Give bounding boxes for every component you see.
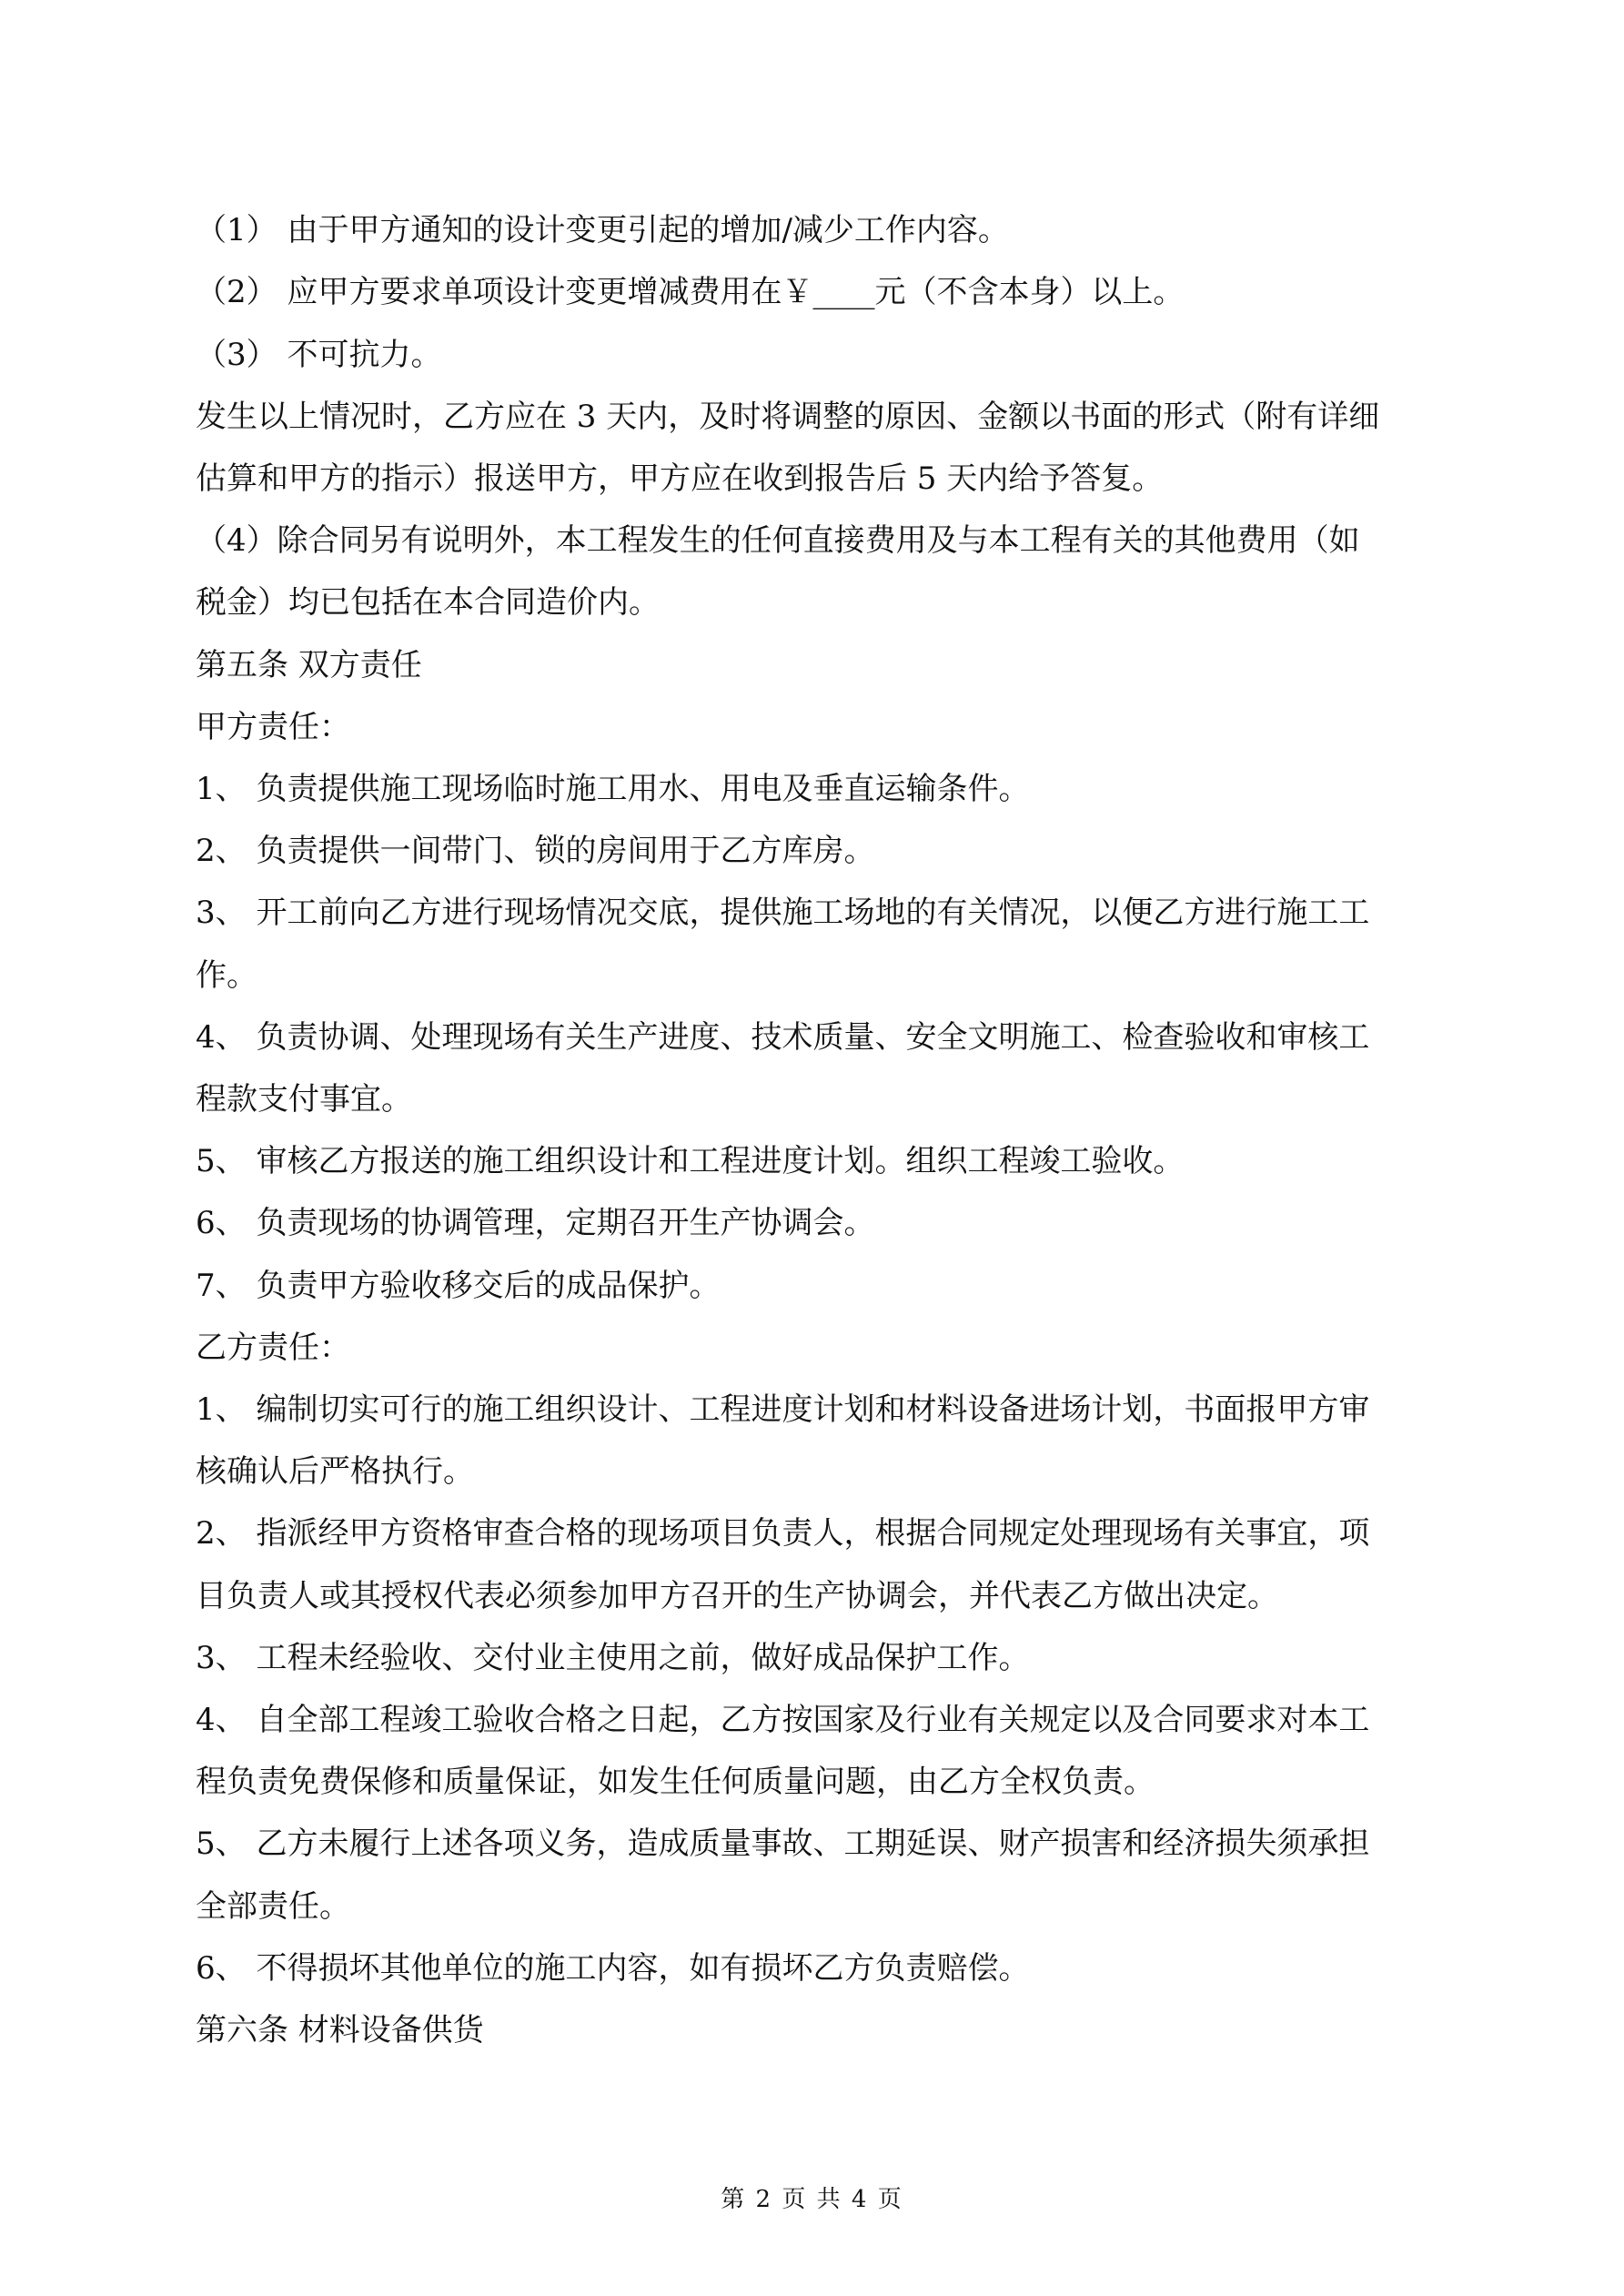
clause-item: （1） 由于甲方通知的设计变更引起的增加/减少工作内容。 xyxy=(196,212,1009,248)
clause-item: 5、 审核乙方报送的施工组织设计和工程进度计划。组织工程竣工验收。 xyxy=(196,1143,1185,1179)
clause-item: 1、 负责提供施工现场临时施工用水、用电及垂直运输条件。 xyxy=(196,771,1030,807)
clause-item: （2） 应甲方要求单项设计变更增减费用在￥____元（不含本身）以上。 xyxy=(196,274,1185,310)
subsection-heading: 乙方责任： xyxy=(196,1330,350,1366)
clause-item: 3、 开工前向乙方进行现场情况交底，提供施工场地的有关情况，以便乙方进行施工工 xyxy=(196,895,1370,931)
clause-item: 1、 编制切实可行的施工组织设计、工程进度计划和材料设备进场计划，书面报甲方审 xyxy=(196,1391,1370,1428)
paragraph-line: 估算和甲方的指示）报送甲方，甲方应在收到报告后 5 天内给予答复。 xyxy=(196,460,1164,497)
paragraph-line: 程负责免费保修和质量保证，如发生任何质量问题，由乙方全权负责。 xyxy=(196,1764,1155,1800)
paragraph-line: 发生以上情况时，乙方应在 3 天内，及时将调整的原因、金额以书面的形式（附有详细 xyxy=(196,399,1380,435)
clause-item: （4）除合同另有说明外，本工程发生的任何直接费用及与本工程有关的其他费用（如 xyxy=(196,522,1360,559)
page-number-footer: 第 2 页 共 4 页 xyxy=(721,2186,903,2213)
clause-item: （3） 不可抗力。 xyxy=(196,337,442,373)
clause-item: 6、 不得损坏其他单位的施工内容，如有损坏乙方负责赔偿。 xyxy=(196,1950,1030,1987)
clause-item: 2、 负责提供一间带门、锁的房间用于乙方库房。 xyxy=(196,833,875,869)
clause-item: 4、 自全部工程竣工验收合格之日起，乙方按国家及行业有关规定以及合同要求对本工 xyxy=(196,1702,1370,1738)
clause-item: 7、 负责甲方验收移交后的成品保护。 xyxy=(196,1268,721,1304)
clause-item: 6、 负责现场的协调管理，定期召开生产协调会。 xyxy=(196,1205,875,1241)
paragraph-line: 核确认后严格执行。 xyxy=(196,1453,474,1490)
subsection-heading: 甲方责任： xyxy=(196,709,350,745)
clause-item: 4、 负责协调、处理现场有关生产进度、技术质量、安全文明施工、检查验收和审核工 xyxy=(196,1019,1370,1056)
section-heading: 第五条 双方责任 xyxy=(196,647,422,683)
paragraph-line: 目负责人或其授权代表必须参加甲方召开的生产协调会，并代表乙方做出决定。 xyxy=(196,1578,1278,1614)
section-heading: 第六条 材料设备供货 xyxy=(196,2012,484,2048)
paragraph-line: 作。 xyxy=(196,957,257,994)
paragraph-line: 全部责任。 xyxy=(196,1888,350,1925)
clause-item: 2、 指派经甲方资格审查合格的现场项目负责人，根据合同规定处理现场有关事宜，项 xyxy=(196,1515,1370,1552)
clause-item: 5、 乙方未履行上述各项义务，造成质量事故、工期延误、财产损害和经济损失须承担 xyxy=(196,1826,1370,1862)
paragraph-line: 税金）均已包括在本合同造价内。 xyxy=(196,584,660,621)
clause-item: 3、 工程未经验收、交付业主使用之前，做好成品保护工作。 xyxy=(196,1640,1030,1676)
paragraph-line: 程款支付事宜。 xyxy=(196,1081,412,1118)
